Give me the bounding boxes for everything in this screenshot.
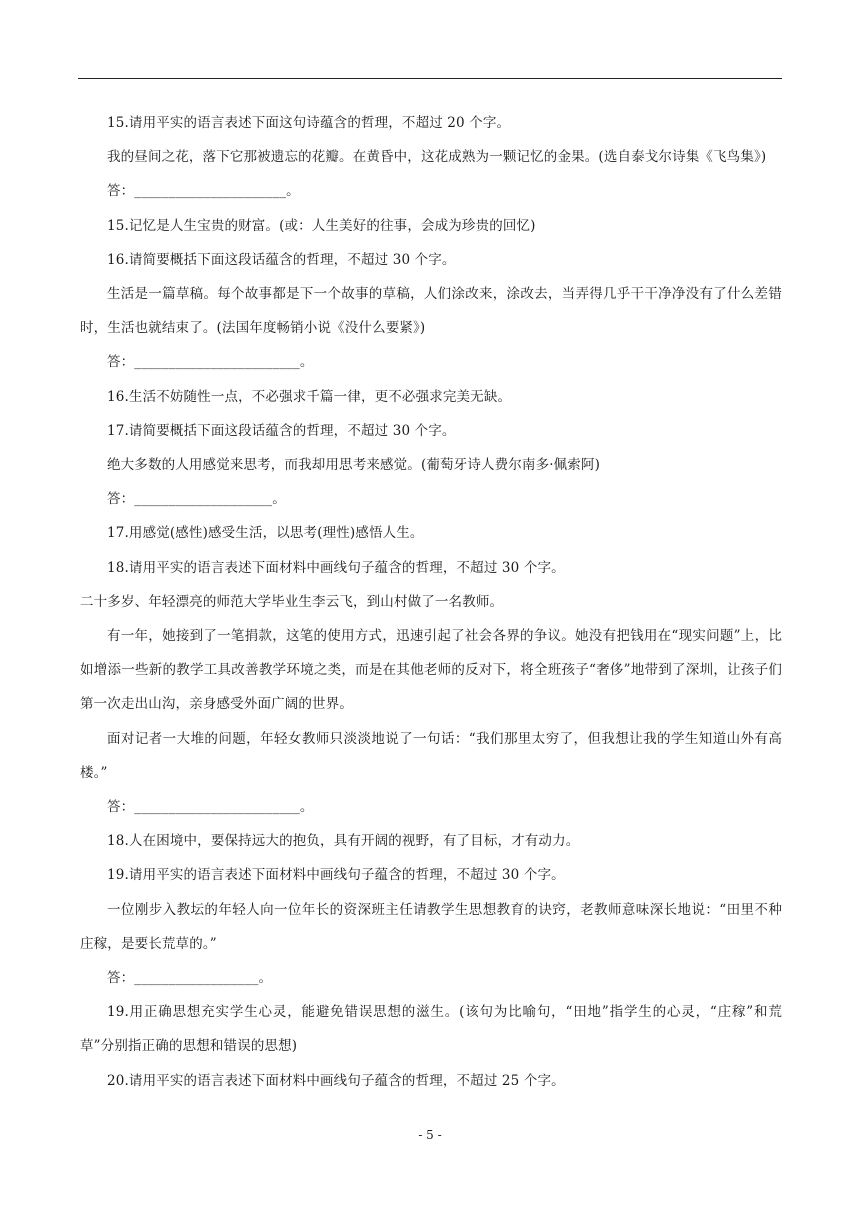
header-rule	[78, 78, 782, 79]
question-15-poem: 我的昼间之花，落下它那被遗忘的花瓣。在黄昏中，这花成熟为一颗记忆的金果。(选自泰戈尔诗集《飞鸟集》)	[107, 149, 767, 166]
question-18-passage-intro: 二十多岁、年轻漂亮的师范大学毕业生李云飞，到山村做了一名教师。	[80, 593, 504, 610]
answer-blank-19: 答：__________________。	[107, 970, 273, 987]
answer-18: 18.人在困境中，要保持远大的抱负，具有开阔的视野，有了目标，才有动力。	[107, 833, 580, 850]
page-number: - 5 -	[418, 1128, 442, 1142]
question-18-passage-body: 有一年，她接到了一笔捐款，这笔的使用方式，迅速引起了社会各界的争议。她没有把钱用在“现实问题”上，比如增添一些新的教学工具改善教学环境之类，而是在其他老师的反对下，将全班孩子“奢侈”地带到了深圳，让孩子们第一次走出山沟，亲身感受外面广阔的世界。	[80, 628, 782, 713]
question-15-prompt: 15.请用平实的语言表述下面这句诗蕴含的哲理，不超过 20 个字。	[107, 115, 511, 131]
answer-19: 19.用正确思想充实学生心灵，能避免错误思想的滋生。(该句为比喻句，“田地”指学生的心灵，“庄稼”和荒草”分别指正确的思想和错误的思想)	[80, 1004, 782, 1055]
question-18-prompt: 18.请用平实的语言表述下面材料中画线句子蕴含的哲理，不超过 30 个字。	[107, 559, 565, 576]
answer-blank-16: 答：________________________。	[107, 354, 314, 371]
question-16-passage: 生活是一篇草稿。每个故事都是下一个故事的草稿，人们涂改来，涂改去，当弄得几乎干干净净没有了什么差错时，生活也就结束了。(法国年度畅销小说《没什么要紧》)	[80, 286, 782, 337]
question-16-prompt: 16.请简要概括下面这段话蕴含的哲理，不超过 30 个字。	[107, 251, 456, 268]
page-content	[80, 106, 782, 1098]
question-19-passage: 一位刚步入教坛的年轻人向一位年长的资深班主任请教学生思想教育的诀窍，老教师意味深长地说：“田里不种庄稼，是要长荒草的。”	[80, 901, 782, 952]
answer-16: 16.生活不妨随性一点，不必强求千篇一律，更不必强求完美无缺。	[107, 388, 512, 405]
answer-blank-15: 答：______________________。	[107, 183, 300, 200]
answer-blank-17: 答：____________________。	[107, 491, 286, 508]
answer-blank-18: 答：________________________。	[107, 799, 314, 816]
question-17-quote: 绝大多数的人用感觉来思考，而我却用思考来感觉。(葡萄牙诗人费尔南多·佩索阿)	[107, 457, 601, 474]
answer-17: 17.用感觉(感性)感受生活，以思考(理性)感悟人生。	[107, 525, 424, 542]
question-18-passage-quote: 面对记者一大堆的问题，年轻女教师只淡淡地说了一句话：“我们那里太穷了，但我想让我的学生知道山外有高楼。”	[80, 730, 782, 781]
answer-15: 15.记忆是人生宝贵的财富。(或：人生美好的往事，会成为珍贵的回忆)	[107, 217, 536, 234]
question-19-prompt: 19.请用平实的语言表述下面材料中画线句子蕴含的哲理，不超过 30 个字。	[107, 867, 565, 884]
question-17-prompt: 17.请简要概括下面这段话蕴含的哲理，不超过 30 个字。	[107, 422, 456, 439]
question-20-prompt: 20.请用平实的语言表述下面材料中画线句子蕴含的哲理，不超过 25 个字。	[107, 1072, 565, 1089]
